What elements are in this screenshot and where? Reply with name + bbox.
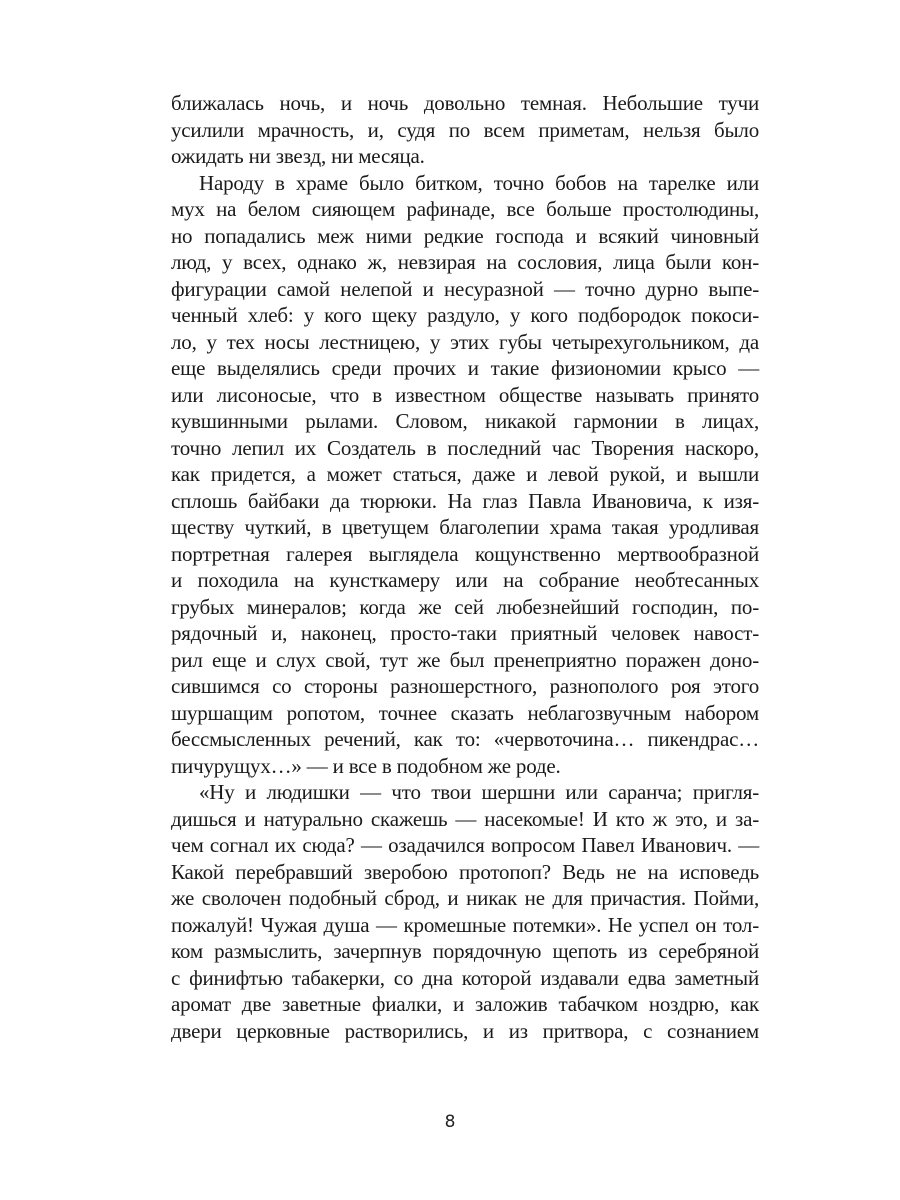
text-line: же сволочен подобный сброд, и никак не для причастия. Пойми, [171, 886, 759, 910]
text-line: фигурации самой нелепой и несуразной — точно дурно выпе- [171, 276, 759, 301]
text-line: или лисоносые, что в известном обществе называть принято [171, 382, 759, 407]
text-line: с финифтью табакерки, со дна которой издавали едва заметный [171, 965, 759, 990]
text-line: ществу чуткий, в цветущем благолепии храма такая уродливая [171, 515, 759, 539]
text-line: ченный хлеб: у кого щеку раздуло, у кого подбородок покоси- [171, 303, 759, 327]
text-line: люд, у всех, однако ж, невзирая на сословия, лица были кон- [171, 250, 759, 274]
text-line: но попадались меж ними редкие господа и всякий чиновный [171, 223, 759, 248]
text-line: пожалуй! Чужая душа — кромешные потемки». Не успел он тол- [171, 912, 759, 937]
text-line: сившимся со стороны разношерстного, разнополого роя этого [171, 674, 759, 698]
text-line: ближалась ночь, и ночь довольно темная. Небольшие тучи [171, 91, 759, 115]
text-line: кувшинными рылами. Словом, никакой гармонии в лицах, [171, 409, 759, 433]
text-line: ком размыслить, зачерпнув порядочную щепоть из серебряной [171, 939, 759, 963]
text-line: портретная галерея выглядела кощунственно мертвообразной [171, 541, 759, 566]
text-line: усилили мрачность, и, судя по всем приметам, нельзя было [171, 117, 759, 142]
text-line: рил еще и слух свой, тут же был пренеприятно поражен доно- [171, 647, 759, 672]
text-line: как придется, а может статься, даже и левой рукой, и вышли [171, 462, 759, 486]
text-line: ожидать ни звезд, ни месяца. [171, 144, 425, 168]
text-line: аромат две заветные фиалки, и заложив табачком ноздрю, как [171, 992, 759, 1016]
text-line: и походила на кунсткамеру или на собрание необтесанных [171, 568, 759, 592]
text-line: сплошь байбаки да тюрюки. На глаз Павла Ивановича, к изя- [171, 488, 759, 513]
body-text [171, 90, 759, 1044]
text-line: мух на белом сияющем рафинаде, все больше простолюдины, [171, 197, 759, 221]
text-line: бессмысленных речений, как то: «червоточина… пикендрас… [171, 727, 759, 751]
text-line: пичурущух…» — и все в подобном же роде. [171, 753, 561, 778]
text-line: еще выделялись среди прочих и такие физиономии крысо — [171, 356, 759, 380]
text-line: рядочный и, наконец, просто-таки приятный человек навост- [171, 621, 759, 645]
text-line: двери церковные растворились, и из притвора, с сознанием [171, 1018, 759, 1043]
text-line: ло, у тех носы лестницею, у этих губы четырехугольником, да [171, 329, 759, 354]
text-line: грубых минералов; когда же сей любезнейший господин, по- [171, 594, 759, 619]
text-line: «Ну и людишки — что твои шершни или саранча; пригля- [199, 780, 759, 804]
text-line: дишься и натурально скажешь — насекомые! И кто ж это, и за- [171, 806, 759, 831]
text-line: точно лепил их Создатель в последний час Творения наскоро, [171, 435, 759, 460]
page-number: 8 [444, 1112, 456, 1132]
text-line: чем согнал их сюда? — озадачился вопросом Павел Иванович. — [171, 833, 759, 857]
text-line: Какой перебравший зверобою протопоп? Ведь не на исповедь [171, 859, 759, 884]
text-line: Народу в храме было битком, точно бобов на тарелке или [199, 170, 759, 195]
text-line: шуршащим ропотом, точнее сказать неблагозвучным набором [171, 700, 759, 725]
